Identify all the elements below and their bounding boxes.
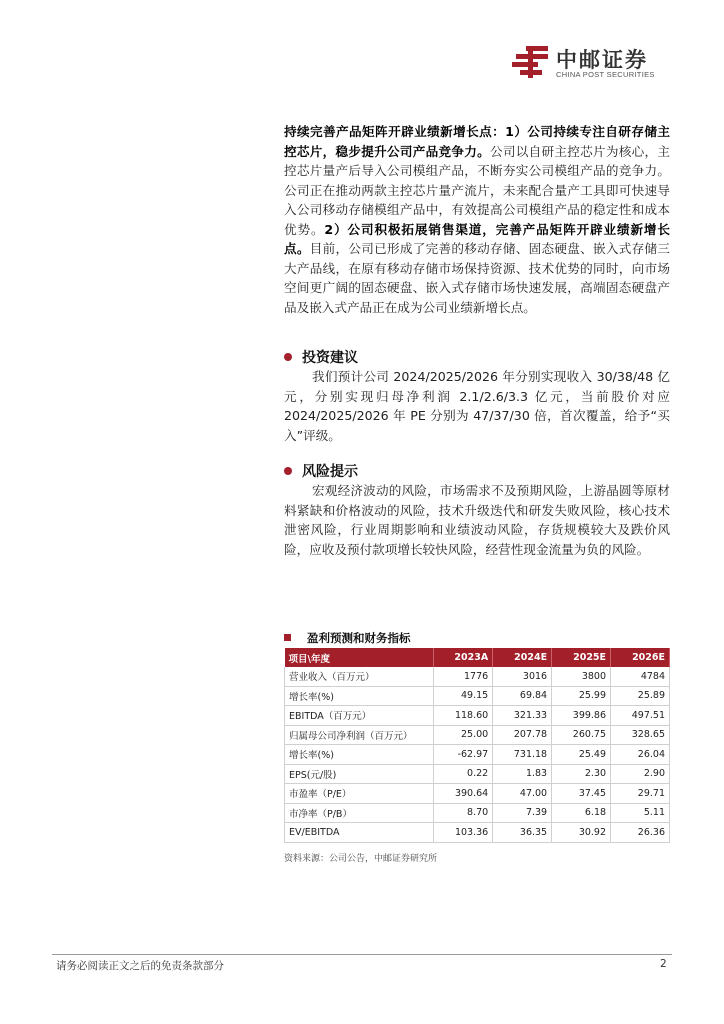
table-cell: 207.78 [493, 725, 552, 745]
bullet-dot-icon [284, 467, 292, 475]
investment-paragraph: 我们预计公司 2024/2025/2026 年分别实现收入 30/38/48 亿元，分别实现归母净利润 2.1/2.6/3.3 亿元，当前股价对应 2024/2025/2026 年 PE 分别为 47/37/30 倍，首次覆盖，给予“买入”评级。 [284, 369, 670, 443]
table-cell: 25.00 [433, 725, 493, 745]
table-cell: 36.35 [493, 823, 552, 843]
table-cell: 26.36 [611, 823, 670, 843]
table-cell: 30.92 [552, 823, 611, 843]
china-post-logo-icon [512, 44, 550, 80]
table-title [284, 630, 411, 646]
table-cell: 1776 [433, 667, 493, 686]
row-label: 市净率（P/B） [285, 803, 434, 823]
table-cell: 103.36 [433, 823, 493, 843]
table-cell: 49.15 [433, 686, 493, 706]
table-cell: 69.84 [493, 686, 552, 706]
table-row [285, 686, 670, 706]
table-row [285, 764, 670, 784]
table-row [285, 784, 670, 804]
table-row [285, 745, 670, 765]
table-cell: 26.04 [611, 745, 670, 765]
square-bullet-icon [284, 634, 291, 641]
table-header-row [285, 648, 670, 667]
table-cell: 2.30 [552, 764, 611, 784]
table-row [285, 803, 670, 823]
table-cell: 328.65 [611, 725, 670, 745]
table-cell: 118.60 [433, 706, 493, 726]
table-row [285, 823, 670, 843]
header-cell: 2025E [552, 648, 611, 667]
risk-heading-text: 风险提示 [302, 464, 358, 480]
table-source-note: 资料来源：公司公告，中邮证券研究所 [284, 854, 438, 864]
table-cell: 731.18 [493, 745, 552, 765]
table-cell: 399.86 [552, 706, 611, 726]
table-cell: 321.33 [493, 706, 552, 726]
risk-heading [284, 461, 358, 481]
row-label: EV/EBITDA [285, 823, 434, 843]
risk-paragraph: 宏观经济波动的风险，市场需求不及预期风险，上游晶圆等原材料紧缺和价格波动的风险，技术升级迭代和研发失败风险，核心技术泄密风险，行业周期影响和业绩波动风险，存货规模较大及跌价风险，应收及预付款项增长较快风险，经营性现金流量为负的风险。 [284, 483, 670, 557]
row-label: EPS(元/股) [285, 764, 434, 784]
table-cell: 0.22 [433, 764, 493, 784]
bullet-dot-icon [284, 353, 292, 361]
table-cell: 1.83 [493, 764, 552, 784]
row-label: 归属母公司净利润（百万元） [285, 725, 434, 745]
table-cell: 25.99 [552, 686, 611, 706]
intro-paragraph [284, 122, 670, 317]
row-label: EBITDA（百万元） [285, 706, 434, 726]
row-label: 市盈率（P/E） [285, 784, 434, 804]
table-cell: 8.70 [433, 803, 493, 823]
company-logo [512, 44, 672, 82]
table-cell: 37.45 [552, 784, 611, 804]
table-cell: 3016 [493, 667, 552, 686]
row-label: 增长率(%) [285, 745, 434, 765]
table-row [285, 725, 670, 745]
logo-chinese-name: 中邮证券 [556, 48, 648, 72]
intro-text-2: 目前，公司已形成了完善的移动存储、固态硬盘、嵌入式存储三大产品线，在原有移动存储市场保持资源、技术优势的同时，向市场空间更广阔的固态硬盘、嵌入式存储市场快速发展，高端固态硬盘产品及嵌入式产品正在成为公司业绩新增长点。 [284, 241, 671, 315]
page-number: 2 [660, 958, 667, 970]
investment-heading [284, 347, 358, 367]
intro-bold-2: 2）公司积极拓展销售渠道，完善产品矩阵开辟业绩新增长点。 [284, 221, 671, 256]
intro-bold-1: 持续完善产品矩阵开辟业绩新增长点：1）公司持续专注自研存储主控芯片，稳步提升公司产品竞争力。 [284, 124, 670, 159]
table-cell: 25.49 [552, 745, 611, 765]
table-cell: 47.00 [493, 784, 552, 804]
header-cell: 2024E [493, 648, 552, 667]
header-cell: 2023A [433, 648, 493, 667]
financial-forecast-table [284, 648, 670, 843]
table-title-text: 盈利预测和财务指标 [307, 631, 411, 645]
row-label: 增长率(%) [285, 686, 434, 706]
intro-text-1: 公司以自研主控芯片为核心，主控芯片量产后导入公司模组产品，不断夯实公司模组产品的竞争力。公司正在推动两款主控芯片量产流片，未来配合量产工具即可快速导入公司移动存储模组产品中，有效提高公司模组产品的稳定性和成本优势。 [284, 143, 671, 237]
table-row [285, 706, 670, 726]
table-cell: 7.39 [493, 803, 552, 823]
table-cell: -62.97 [433, 745, 493, 765]
table-cell: 3800 [552, 667, 611, 686]
row-label: 营业收入（百万元） [285, 667, 434, 686]
table-cell: 29.71 [611, 784, 670, 804]
header-cell: 2026E [611, 648, 670, 667]
table-cell: 25.89 [611, 686, 670, 706]
header-cell: 项目\年度 [285, 648, 434, 667]
investment-heading-text: 投资建议 [302, 350, 358, 366]
table-cell: 260.75 [552, 725, 611, 745]
logo-english-name: CHINA POST SECURITIES [556, 70, 655, 79]
footer-disclaimer: 请务必阅读正文之后的免责条款部分 [56, 960, 224, 972]
table-cell: 390.64 [433, 784, 493, 804]
table-row [285, 667, 670, 686]
table-cell: 497.51 [611, 706, 670, 726]
table-cell: 6.18 [552, 803, 611, 823]
table-cell: 2.90 [611, 764, 670, 784]
footer-divider [52, 954, 672, 955]
table-cell: 4784 [611, 667, 670, 686]
table-cell: 5.11 [611, 803, 670, 823]
